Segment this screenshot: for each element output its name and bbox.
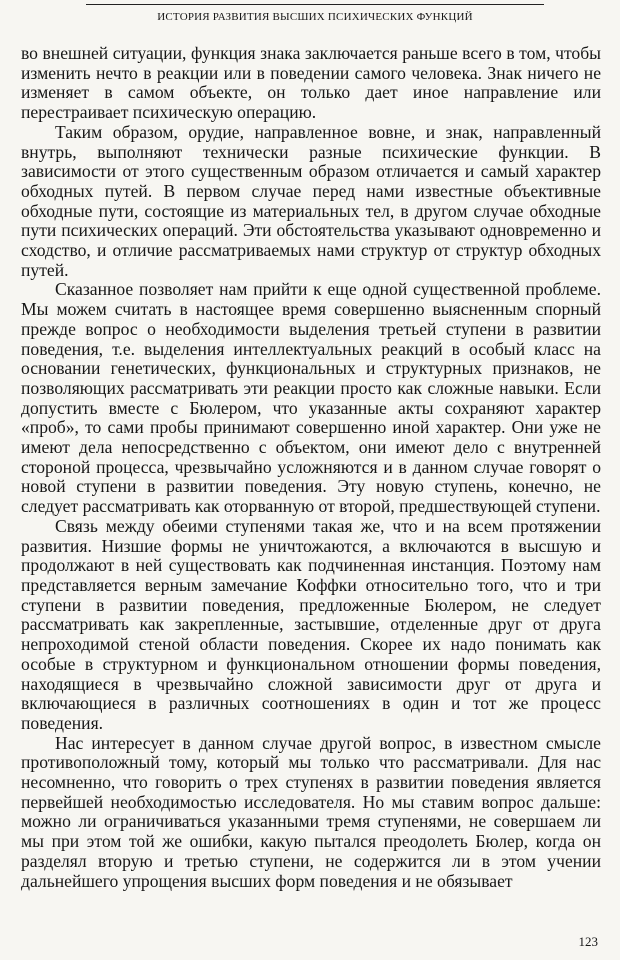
- paragraph: Таким образом, орудие, направленное вовне, и знак, направленный внутрь, выполняют технически разные психические функции. В зависимости от этого существенным образом отличается и самый характер обходных путей. В первом случае перед нами известные объективные обходные пути, состоящие из материальных тел, в другом случае обходные пути психических операций. Эти обстоятельства указывают одновременно и сходство, и отличие рассматриваемых нами структур от структур обходных путей.: [21, 121, 601, 280]
- paragraph: Сказанное позволяет нам прийти к еще одной существенной проблеме. Мы можем считать в настоящее время совершенно выясненным спорный прежде вопрос о необходимости выделения третьей ступени в развитии поведения, т.е. выделения интеллектуальных реакций в особый класс на основании генетических, функциональных и структурных признаков, не позволяющих рассматривать эти реакции просто как сложные навыки. Если допустить вместе с Бюлером, что указанные акты сохраняют характер «проб», то сами пробы принимают совершенно иной характер. Они уже не имеют дела непосредственно с объектом, они имеют дело с внутренней стороной процесса, чрезвычайно усложняются и в данном случае говорят о новой ступени в развитии поведения. Эту новую ступень, конечно, не следует рассматривать как оторванную от второй, предшествующей ступени.: [21, 279, 601, 517]
- running-header: [86, 4, 544, 23]
- paragraph: Нас интересует в данном случае другой вопрос, в известном смысле противоположный тому, который мы только что рассматривали. Для нас несомненно, что говорить о трех ступенях в развитии поведения является первейшей необходимостью исследователя. Но мы ставим вопрос дальше: можно ли ограничиваться указанными тремя ступенями, не совершаем ли мы при этом той же ошибки, какую пытался преодолеть Бюлер, когда он разделял вторую и третью ступени, не содержится ли в этом учении дальнейшего упрощения высших форм поведения и не обязывает: [21, 732, 601, 891]
- running-title: ИСТОРИЯ РАЗВИТИЯ ВЫСШИХ ПСИХИЧЕСКИХ ФУНКЦИЙ: [157, 11, 473, 23]
- page-number: 123: [578, 934, 598, 949]
- page-body: [21, 44, 601, 891]
- paragraph: во внешней ситуации, функция знака заключается раньше всего в том, чтобы изменить нечто в реакции или в поведении самого человека. Знак ничего не изменяет в самом объекте, он только дает иное направление или перестраивает психическую операцию.: [21, 43, 601, 123]
- paragraph: Связь между обеими ступенями такая же, что и на всем протяжении развития. Низшие формы не уничтожаются, а включаются в высшую и продолжают в ней существовать как подчиненная инстанция. Поэтому нам представляется верным замечание Коффки относительно того, что и три ступени в развитии поведения, предложенные Бюлером, не следует рассматривать как закрепленные, застывшие, отделенные друг от друга непроходимой стеной области поведения. Скорее их надо понимать как особые в структурном и функциональном отношении формы поведения, находящиеся в чрезвычайно сложной зависимости друг от друга и включающиеся в различных соотношениях в один и тот же процесс поведения.: [21, 515, 601, 733]
